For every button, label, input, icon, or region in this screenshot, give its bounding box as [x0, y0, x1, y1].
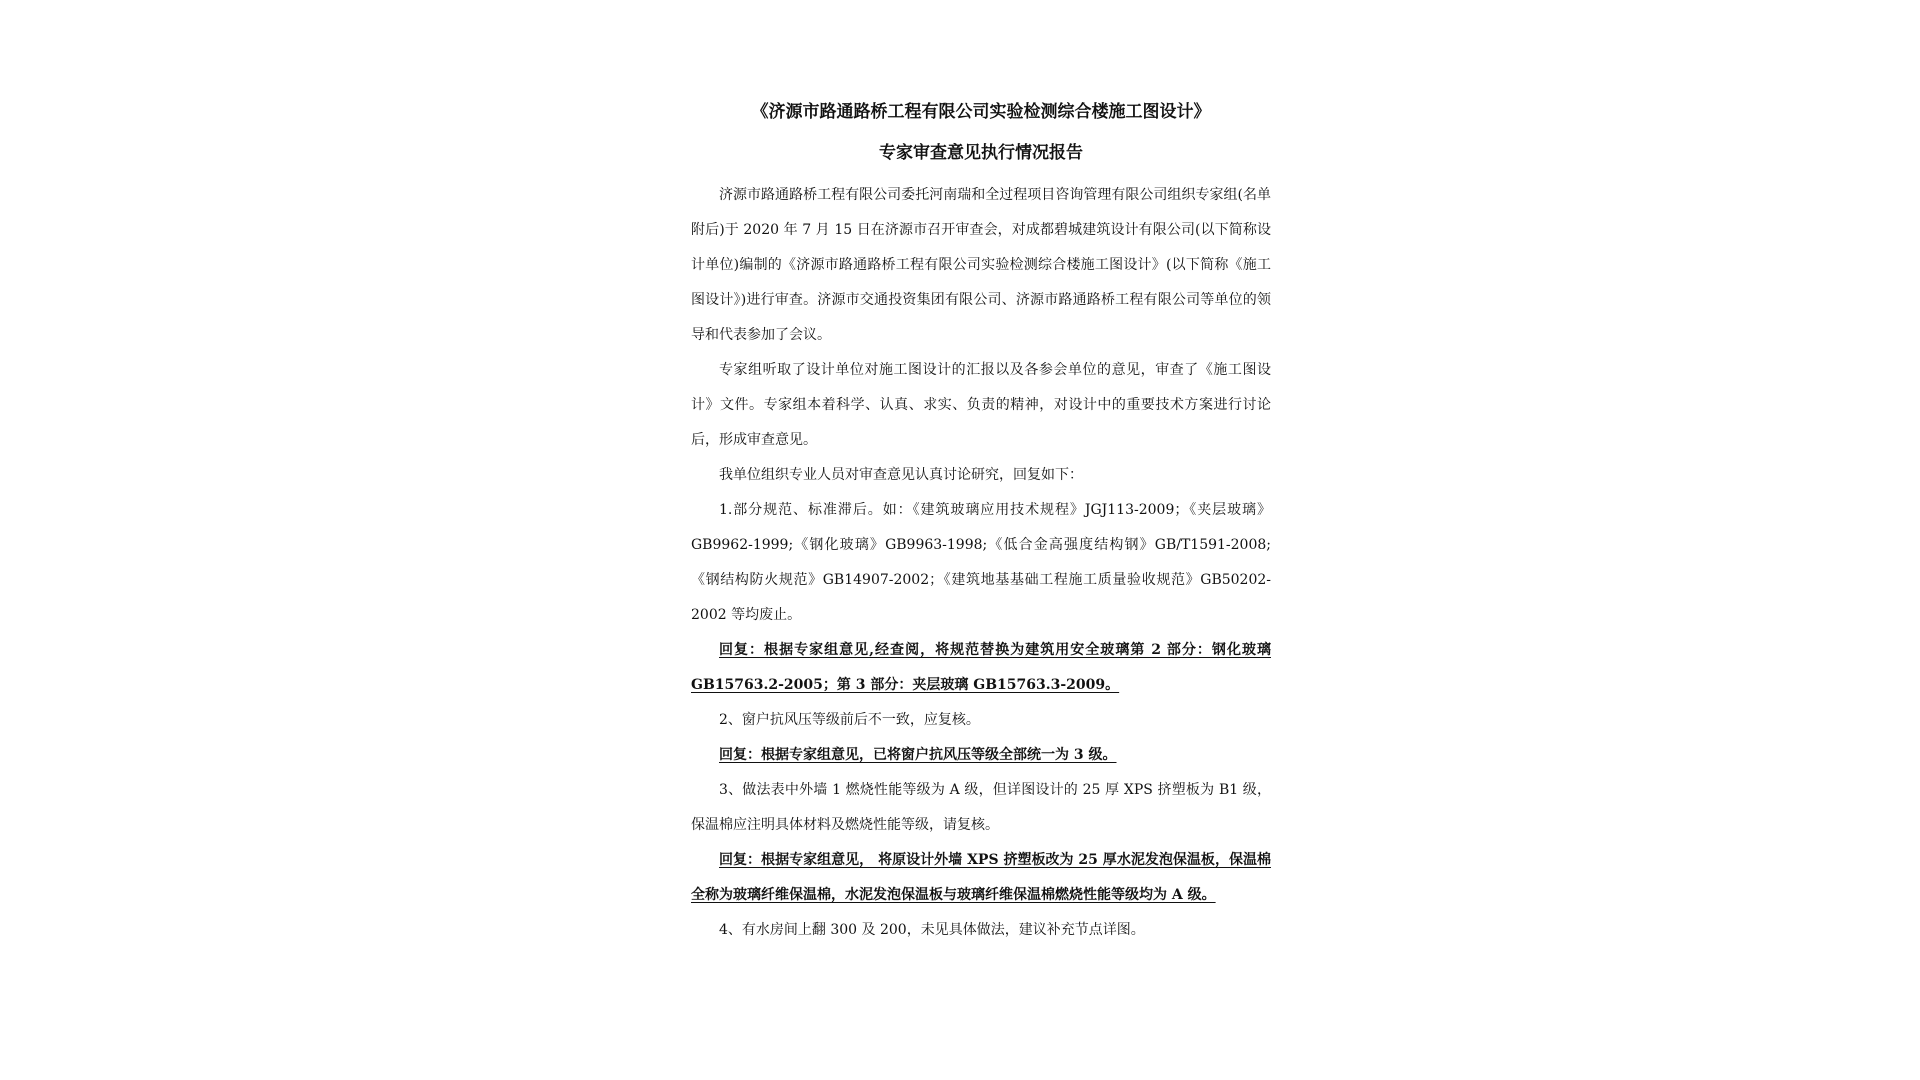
comment-3: 3、做法表中外墙 1 燃烧性能等级为 A 级，但详图设计的 25 厚 XPS 挤塑板为 B1 级，保温棉应注明具体材料及燃烧性能等级，请复核。 [691, 782, 1271, 833]
document-title: 《济源市路通路桥工程有限公司实验检测综合楼施工图设计》 [751, 102, 1211, 122]
reply-3: 回复：根据专家组意见， 将原设计外墙 XPS 挤塑板改为 25 厚水泥发泡保温板，保温棉全称为玻璃纤维保温棉，水泥发泡保温板与玻璃纤维保温棉燃烧性能等级均为 A 级。 [691, 852, 1271, 903]
document-subtitle: 专家审查意见执行情况报告 [879, 143, 1083, 163]
comment-2: 2、窗户抗风压等级前后不一致，应复核。 [719, 712, 980, 728]
comment-4: 4、有水房间上翻 300 及 200，未见具体做法，建议补充节点详图。 [719, 922, 1145, 938]
reply-2: 回复：根据专家组意见，已将窗户抗风压等级全部统一为 3 级。 [719, 747, 1117, 763]
review-paragraph: 专家组听取了设计单位对施工图设计的汇报以及各参会单位的意见，审查了《施工图设计》文件。专家组本着科学、认真、求实、负责的精神，对设计中的重要技术方案进行讨论后，形成审查意见。 [691, 362, 1271, 448]
document-body [691, 98, 1271, 948]
reply-1: 回复：根据专家组意见,经查阅，将规范替换为建筑用安全玻璃第 2 部分：钢化玻璃 GB15763.2-2005；第 3 部分：夹层玻璃 GB15763.3-2009。 [691, 642, 1271, 693]
comment-1: 1.部分规范、标准滞后。如：《建筑玻璃应用技术规程》JGJ113-2009；《夹层玻璃》GB9962-1999;《钢化玻璃》GB9963-1998;《低合金高强度结构钢》GB/T1591-2008;《钢结构防火规范》GB14907-2002；《建筑地基基础工程施工质量验收规范》GB50202-2002 等均废止。 [691, 502, 1271, 623]
intro-paragraph: 济源市路通路桥工程有限公司委托河南瑞和全过程项目咨询管理有限公司组织专家组(名单附后)于 2020 年 7 月 15 日在济源市召开审查会，对成都碧城建筑设计有限公司(以下简称设计单位)编制的《济源市路通路桥工程有限公司实验检测综合楼施工图设计》(以下简称《施工图设计》)进行审查。济源市交通投资集团有限公司、济源市路通路桥工程有限公司等单位的领导和代表参加了会议。 [691, 187, 1271, 343]
response-intro-paragraph: 我单位组织专业人员对审查意见认真讨论研究，回复如下： [719, 467, 1083, 483]
